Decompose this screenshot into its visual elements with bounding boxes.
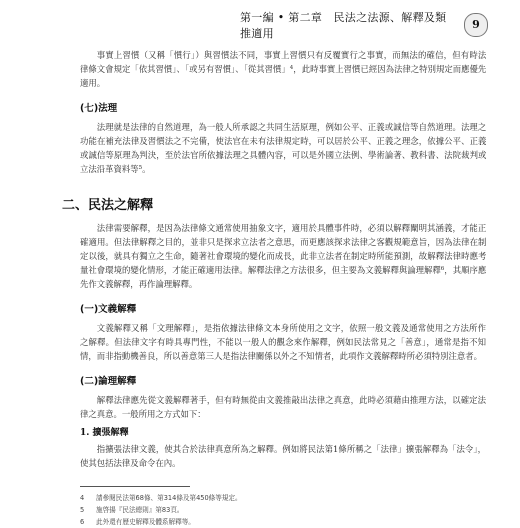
running-header bbox=[240, 12, 488, 38]
footnote-text: 施啓揚『民法總則』第83頁。 bbox=[96, 506, 184, 514]
page-number: 9 bbox=[464, 13, 488, 37]
running-title: 第一編 • 第二章 民法之法源、解釋及類推適用 bbox=[240, 11, 447, 40]
footnote-divider bbox=[80, 486, 190, 487]
heading-extensive-interpretation: 1. 擴張解釋 bbox=[80, 428, 129, 438]
footnote bbox=[80, 504, 486, 516]
paragraph-custom: 事實上習慣（又稱「慣行」）與習慣法不同，事實上習慣只有反覆實行之事實，而無法的確信，但有時法律條文會規定「依其習慣」、「或另有習慣」、「從其習慣」$^4$，此時事實上習慣已經因為法律之特別規定而應優先適用。 bbox=[80, 50, 487, 88]
footnote-ref: 4 bbox=[289, 65, 294, 71]
footnote bbox=[80, 492, 486, 504]
section-heading-interpretation: 二、民法之解釋 bbox=[62, 198, 154, 213]
footnote-number: 6 bbox=[80, 518, 85, 526]
footnote-number: 5 bbox=[80, 506, 85, 514]
paragraph-interpretation: 法律需要解釋，是因為法律條文通常使用抽象文字，適用於具體事件時，必須以解釋闡明其涵義，才能正確適用。但法律解釋之目的，並非只是探求立法者之意思，而更應該探求法律之客觀規範意旨，因為法律在制定以後，就具有獨立之生命，隨著社會環境的變化而成長，此非立法者在制定時所能預測，故解釋法律時應考量社會環境的變化情形，才能正確適用法律。解釋法律之方法很多，但主要為文義解釋與論理解釋$^6$，其順序應先作文義解釋，再作論理解釋。 bbox=[80, 223, 487, 289]
footnote bbox=[80, 516, 486, 528]
page-body bbox=[62, 40, 487, 528]
paragraph-logical-interpretation: 解釋法律應先從文義解釋著手，但有時無從由文義推敲出法律之真意，此時必須藉由推理方法，以確定法律之真意。一般所用之方式如下： bbox=[80, 395, 486, 419]
footnote-number: 4 bbox=[80, 494, 85, 502]
paragraph-literal-interpretation: 文義解釋又稱「文理解釋」，是指依據法律條文本身所使用之文字，依照一般文義及通常使用之方法所作之解釋。但法律文字有時具專門性，不能以一般人的觀念來作解釋，例如民法常見之「善意」，通常是指不知情，而非指動機善良，所以善意第三人是指法律關係以外之不知情者，此項作文義解釋時所必須特別注意者。 bbox=[80, 323, 486, 361]
heading-logical-interpretation: (二)論理解釋 bbox=[80, 376, 137, 387]
paragraph-principle: 法理就是法律的自然道理，為一般人所承認之共同生活原理，例如公平、正義或誠信等自然道理。法理之功能在補充法律及習慣法之不完備，使法官在未有法律規定時，可以居於公平、正義之理念，依據公平、正義或誠信等原理為判決，至於法官所依據法理之具體內容，可以是外國立法例、學術論著、教科書、法院裁判或立法沿革資料等$^5$。 bbox=[80, 122, 487, 174]
footnote-ref: 6 bbox=[440, 266, 445, 272]
heading-literal-interpretation: (一)文義解釋 bbox=[80, 304, 137, 315]
footnote-ref: 5 bbox=[138, 165, 143, 171]
footnote-text: 此外還有歷史解釋及體系解釋等。 bbox=[96, 518, 195, 526]
heading-principle: (七)法理 bbox=[80, 103, 118, 114]
paragraph-extensive-interpretation: 指擴張法律文義，使其合於法律真意所為之解釋。例如將民法第1條所稱之「法律」擴張解釋為「法令」，使其包括法律及命令在內。 bbox=[80, 444, 486, 468]
footnote-text: 請參閱民法第68條、第314條及第450條等規定。 bbox=[96, 494, 242, 502]
